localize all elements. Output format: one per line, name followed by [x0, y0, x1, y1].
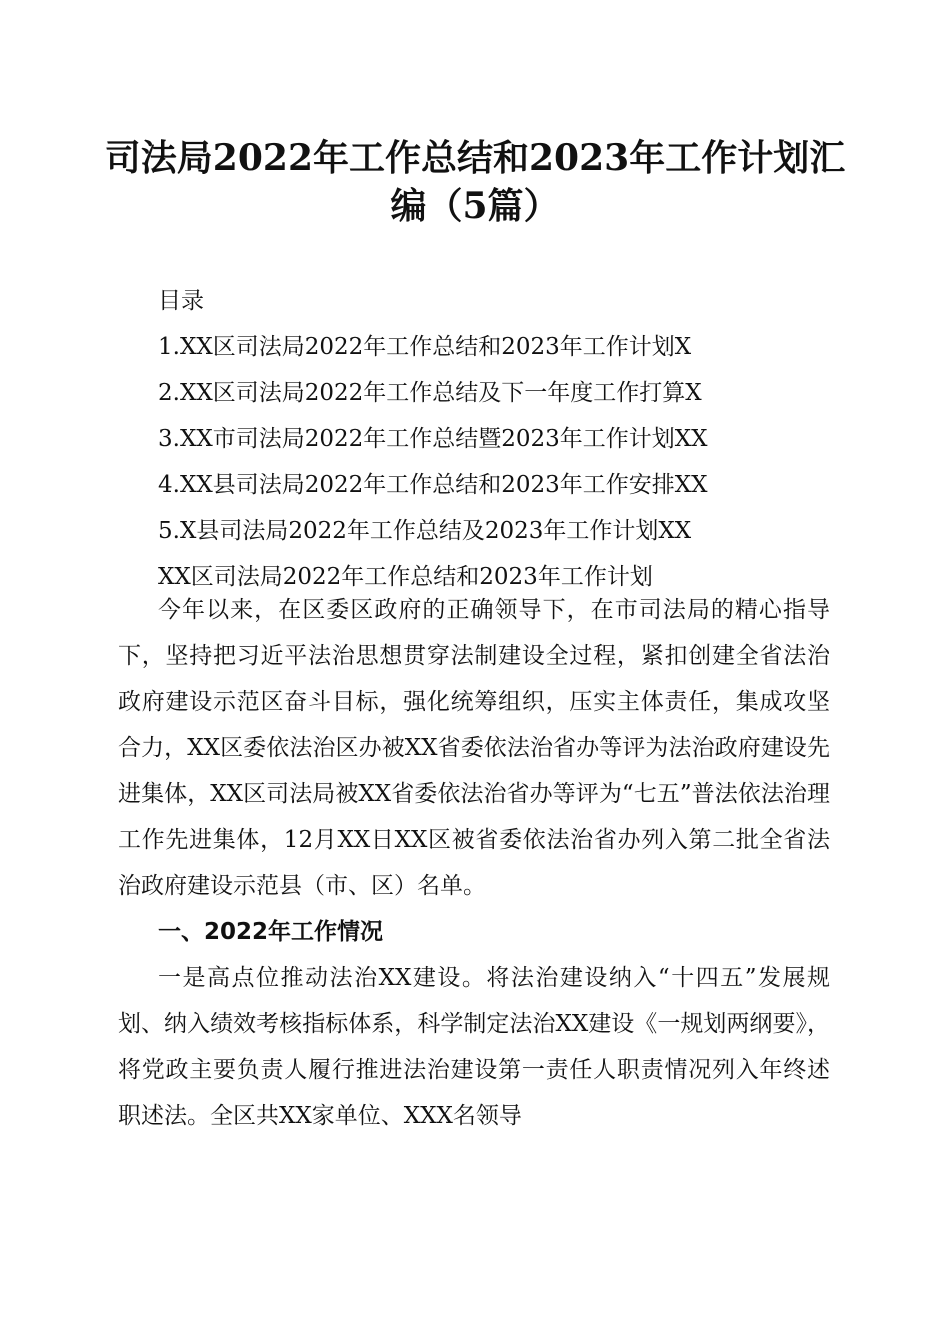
toc-heading: 目录: [158, 288, 204, 314]
section-paragraph: 一是高点位推动法治XX建设。将法治建设纳入“十四五”发展规划、纳入绩效考核指标体系，科学制定法治XX建设《一规划两纲要》，将党政主要负责人履行推进法治建设第一责任人职责情况列入年终述职述法。全区共XX家单位、XXX名领导: [118, 965, 830, 1129]
document-body: [118, 587, 830, 1139]
document-title: 司法局2022年工作总结和2023年工作计划汇编（5篇）: [104, 137, 846, 227]
toc-item-2: 2.XX区司法局2022年工作总结及下一年度工作打算X: [158, 380, 702, 406]
toc-item-1: 1.XX区司法局2022年工作总结和2023年工作计划X: [158, 334, 692, 360]
toc-item-4: 4.XX县司法局2022年工作总结和2023年工作安排XX: [158, 472, 708, 498]
table-of-contents: [130, 278, 830, 600]
toc-item-6: XX区司法局2022年工作总结和2023年工作计划: [158, 564, 653, 590]
toc-item-3: 3.XX市司法局2022年工作总结暨2023年工作计划XX: [158, 426, 708, 452]
toc-item-5: 5.X县司法局2022年工作总结及2023年工作计划XX: [158, 518, 692, 544]
intro-paragraph: 今年以来，在区委区政府的正确领导下，在市司法局的精心指导下，坚持把习近平法治思想贯穿法制建设全过程，紧扣创建全省法治政府建设示范区奋斗目标，强化统筹组织，压实主体责任，集成攻坚合力，XX区委依法治区办被XX省委依法治省办等评为法治政府建设先进集体，XX区司法局被XX省委依法治省办等评为“七五”普法依法治理工作先进集体，12月XX日XX区被省委依法治省办列入第二批全省法治政府建设示范县（市、区）名单。: [118, 597, 830, 899]
section-heading: 一、2022年工作情况: [158, 919, 384, 945]
